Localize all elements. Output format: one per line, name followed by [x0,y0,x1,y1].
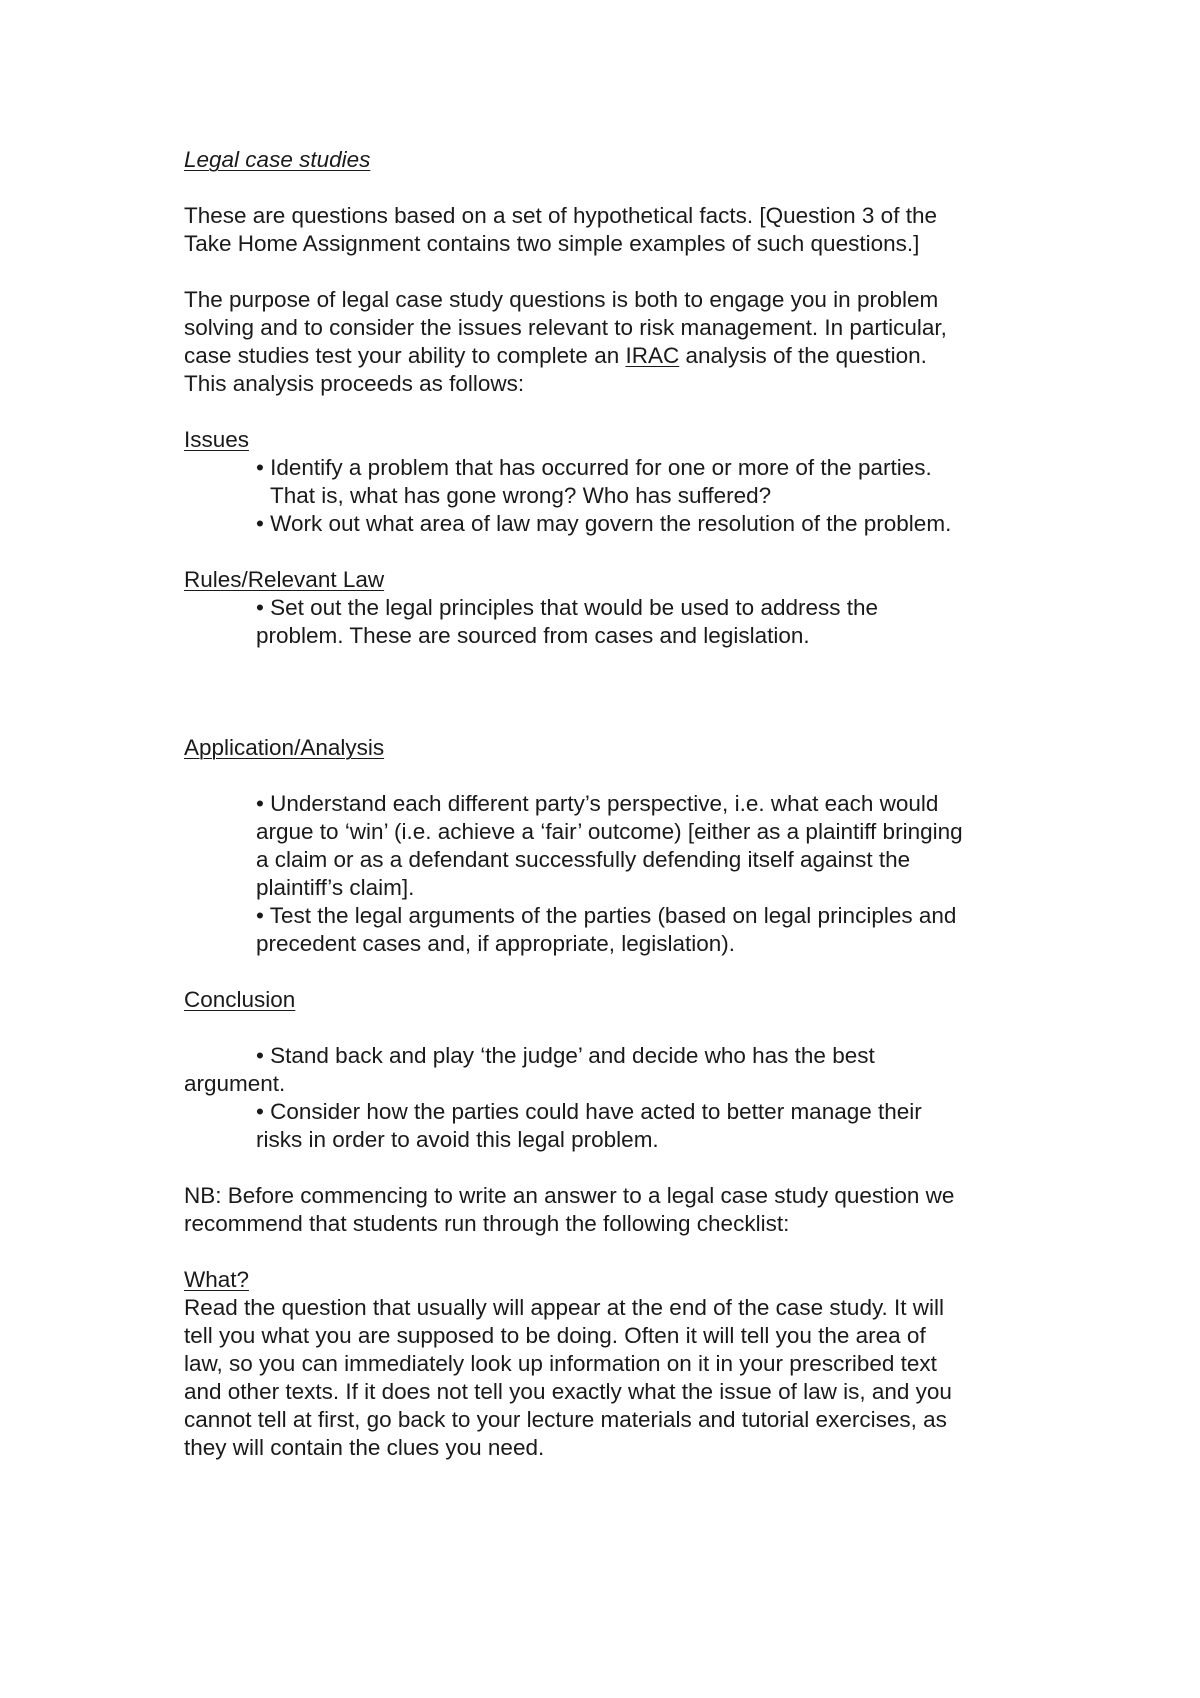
what-line-3: law, so you can immediately look up information on it in your prescribed text [184,1351,937,1376]
rules-bullet-1: • Set out the legal principles that would be used to address the [256,595,879,620]
issues-bullet-2: • Work out what area of law may govern the resolution of the problem. [256,511,952,536]
nb-line-1: NB: Before commencing to write an answer to a legal case study question we [184,1183,955,1208]
rules-heading: Rules/Relevant Law [184,567,385,592]
what-line-2: tell you what you are supposed to be doing. Often it will tell you the area of [184,1323,926,1348]
conclusion-heading: Conclusion [184,987,296,1012]
purpose-line-2: solving and to consider the issues relevant to risk management. In particular, [184,315,947,340]
conclusion-line-2: argument. [184,1071,286,1096]
irac-link[interactable]: IRAC [625,343,680,368]
conclusion-line-3: • Consider how the parties could have acted to better manage their [256,1099,922,1124]
purpose-line-4: This analysis proceeds as follows: [184,371,525,396]
what-line-5: cannot tell at first, go back to your lecture materials and tutorial exercises, as [184,1407,947,1432]
what-line-6: they will contain the clues you need. [184,1435,545,1460]
application-line-3: a claim or as a defendant successfully defending itself against the [256,847,911,872]
application-line-6: precedent cases and, if appropriate, legislation). [256,931,736,956]
what-heading: What? [184,1267,250,1292]
conclusion-line-4: risks in order to avoid this legal problem. [256,1127,659,1152]
issues-heading: Issues [184,427,250,452]
purpose-line-3 [184,342,927,370]
intro-line-1: These are questions based on a set of hypothetical facts. [Question 3 of the [184,203,937,228]
conclusion-line-1: • Stand back and play ‘the judge’ and decide who has the best [256,1043,875,1068]
application-line-4: plaintiff’s claim]. [256,875,415,900]
intro-line-2: Take Home Assignment contains two simple examples of such questions.] [184,231,920,256]
application-line-1: • Understand each different party’s perspective, i.e. what each would [256,791,939,816]
nb-line-2: recommend that students run through the following checklist: [184,1211,790,1236]
application-line-5: • Test the legal arguments of the parties (based on legal principles and [256,903,957,928]
what-line-1: Read the question that usually will appear at the end of the case study. It will [184,1295,945,1320]
purpose-line-1: The purpose of legal case study questions is both to engage you in problem [184,287,939,312]
application-heading: Application/Analysis [184,735,385,760]
application-line-2: argue to ‘win’ (i.e. achieve a ‘fair’ outcome) [either as a plaintiff bringing [256,819,963,844]
issues-bullet-1-cont: That is, what has gone wrong? Who has suffered? [270,483,772,508]
purpose-line-3-after: analysis of the question. [679,343,927,368]
purpose-line-3-before: case studies test your ability to complete an [184,343,626,368]
rules-bullet-1-cont: problem. These are sourced from cases and legislation. [256,623,810,648]
document-title: Legal case studies [184,147,371,172]
issues-bullet-1: • Identify a problem that has occurred for one or more of the parties. [256,455,932,480]
what-line-4: and other texts. If it does not tell you exactly what the issue of law is, and you [184,1379,952,1404]
